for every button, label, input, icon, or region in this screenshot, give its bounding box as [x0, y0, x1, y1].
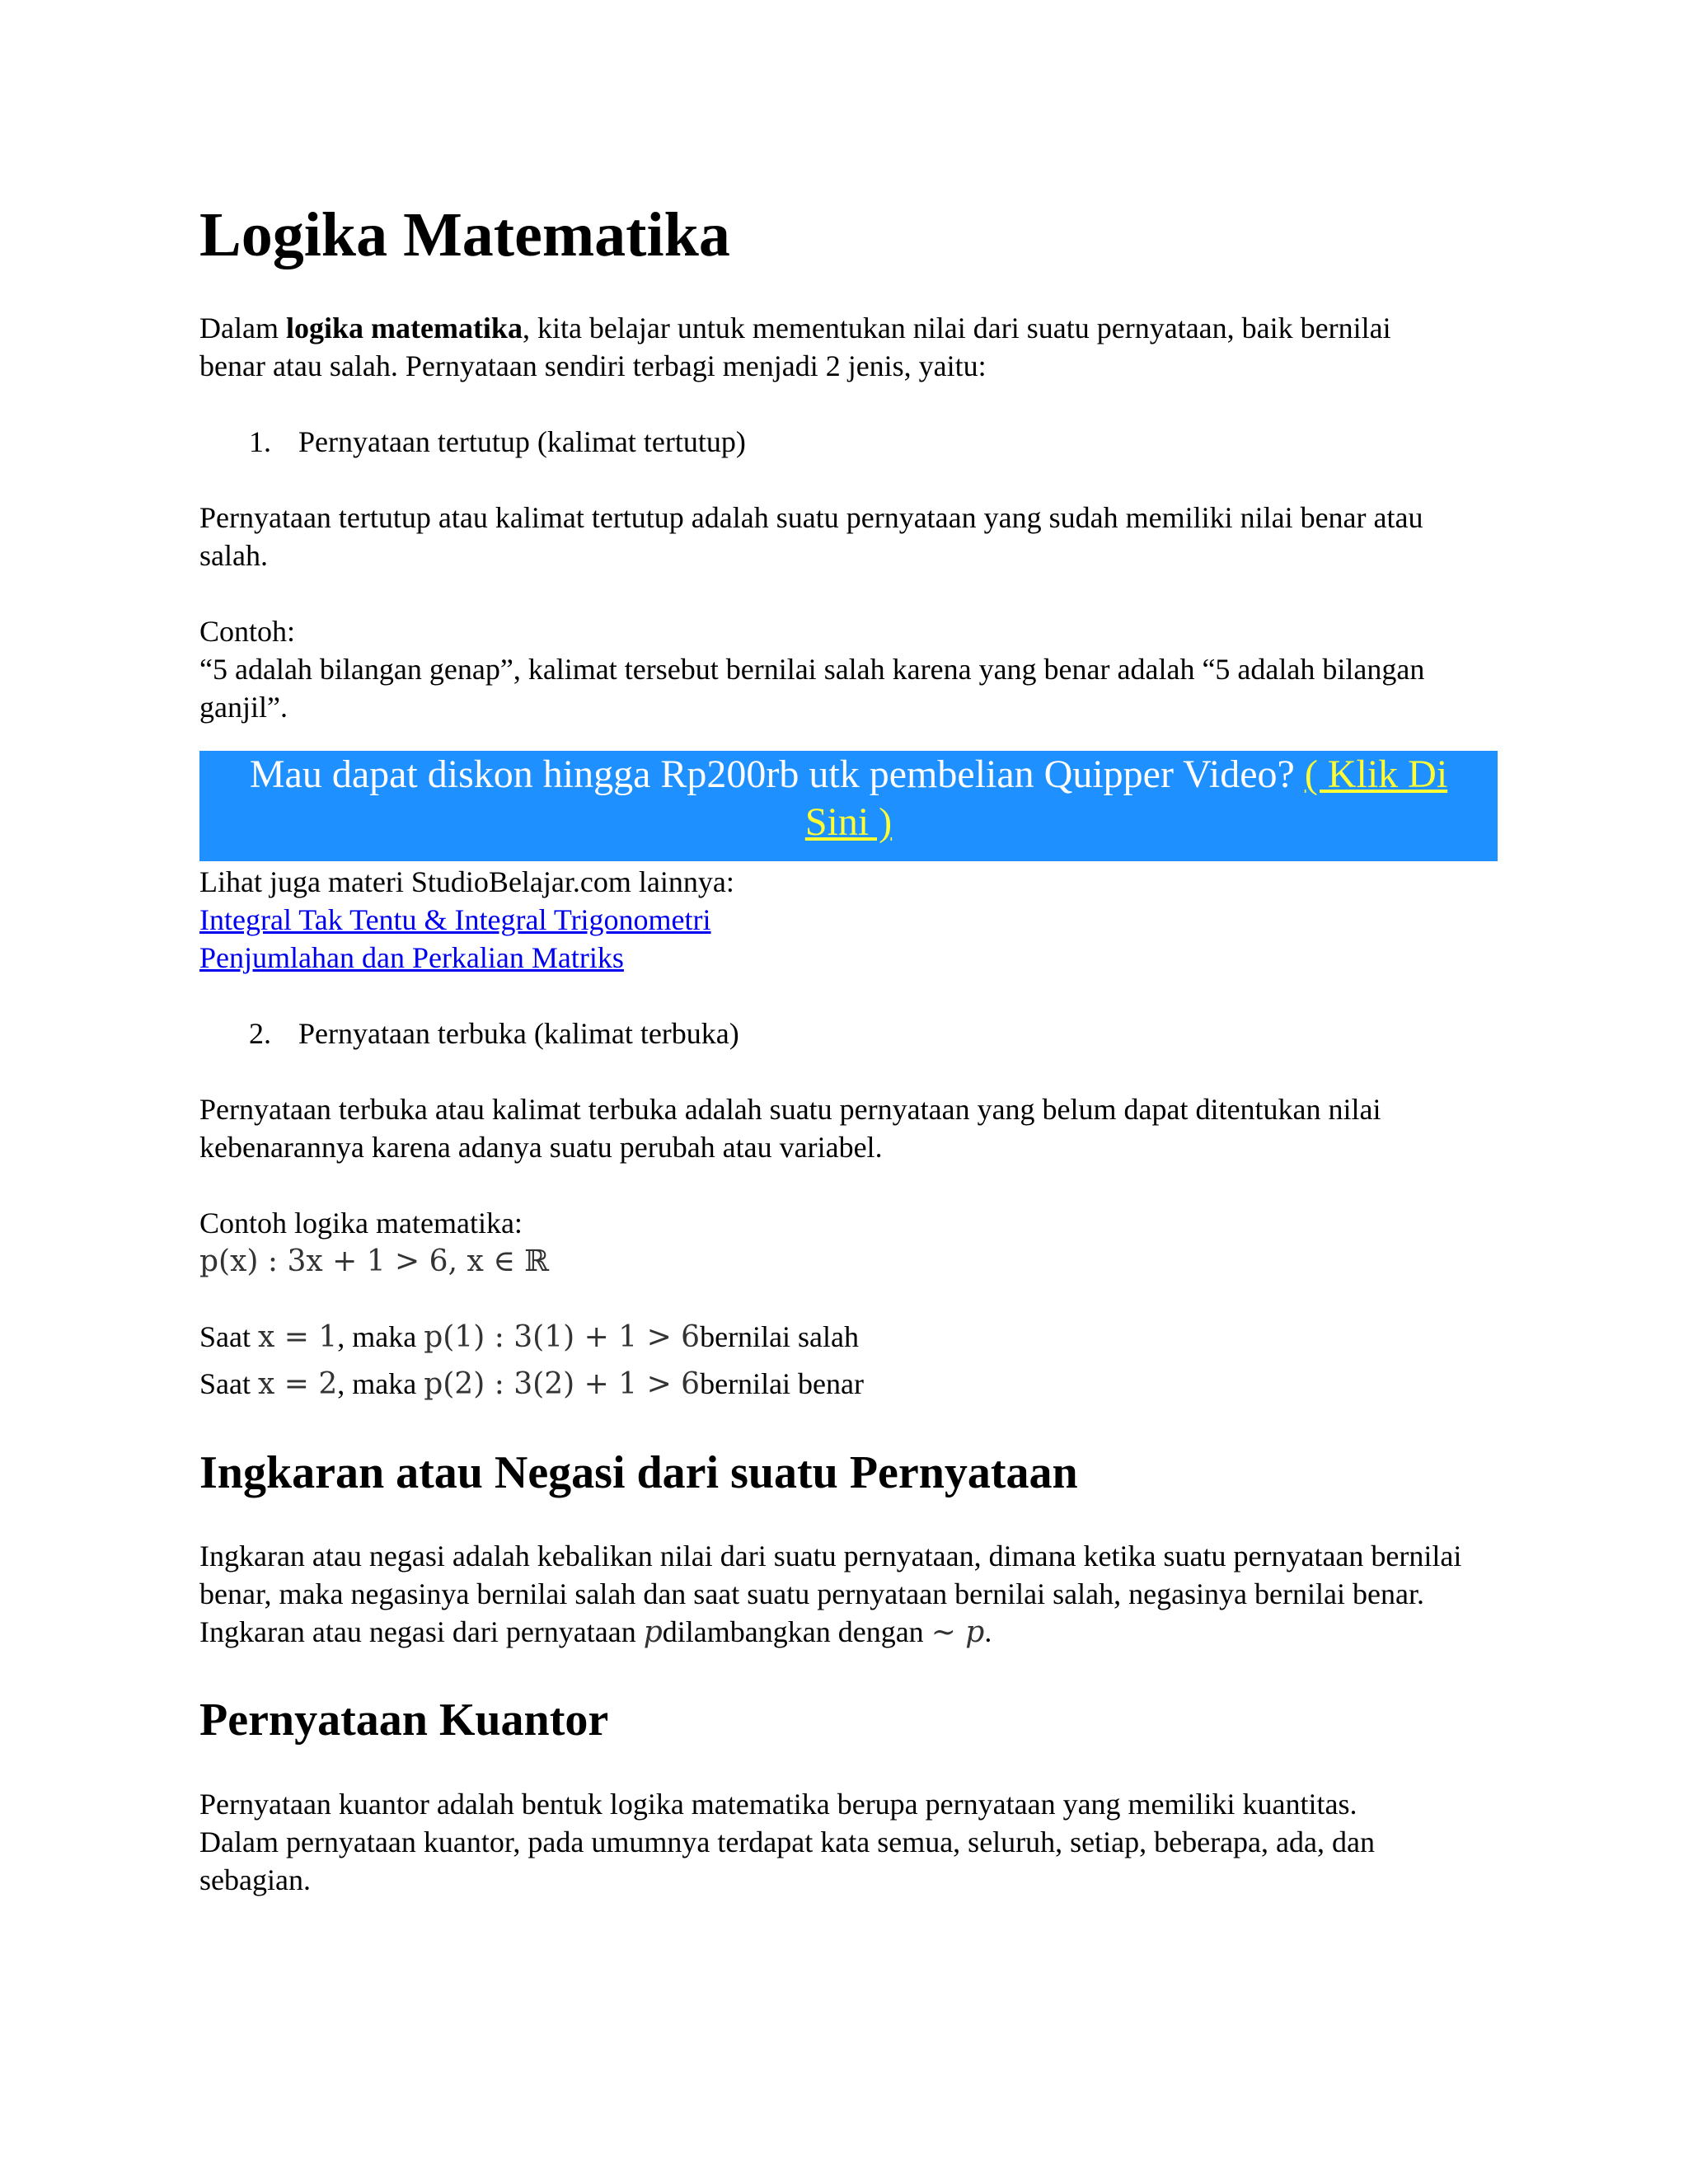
- see-also-link-2-row: [199, 939, 1502, 977]
- open-example-label: Contoh logika matematika:: [199, 1207, 523, 1240]
- intro-bold-term: logika matematika: [285, 312, 523, 345]
- intro-text-a: Dalam: [199, 312, 286, 345]
- see-also-link-1[interactable]: Integral Tak Tentu & Integral Trigonometri: [199, 903, 711, 937]
- case-result: bernilai benar: [700, 1367, 864, 1401]
- list-item-2: [199, 1015, 1502, 1052]
- open-case-line-1: [199, 1314, 1502, 1361]
- intro-text-b: , kita belajar untuk mementukan nilai dari suatu pernyataan, baik bernilai benar atau salah. Pernyataan sendiri terbagi menjadi 2 jenis, yaitu:: [199, 312, 1391, 383]
- case-result: bernilai salah: [700, 1320, 860, 1354]
- closed-example-label: Contoh:: [199, 615, 296, 649]
- list-number: 2.: [249, 1017, 271, 1051]
- quantifier-heading: Pernyataan Kuantor: [199, 1694, 609, 1746]
- closed-example-text: “5 adalah bilangan genap”, kalimat tersebut bernilai salah karena yang benar adalah “5 adalah bilangan ganjil”.: [199, 653, 1425, 724]
- promo-banner: [199, 751, 1498, 861]
- promo-banner-text: Mau dapat diskon hingga Rp200rb utk pembelian Quipper Video?: [249, 752, 1305, 797]
- case-math-x: x = 2: [257, 1367, 338, 1402]
- list-item-text: Pernyataan tertutup (kalimat tertutup): [298, 425, 746, 459]
- case-text: , maka: [337, 1320, 424, 1354]
- see-also-link-2[interactable]: Penjumlahan dan Perkalian Matriks: [199, 941, 624, 975]
- page-title: Logika Matematika: [199, 200, 730, 269]
- case-math-x: x = 1: [257, 1320, 338, 1355]
- negation-heading: Ingkaran atau Negasi dari suatu Pernyataan: [199, 1447, 1078, 1499]
- negation-text-a: Ingkaran atau negasi adalah kebalikan nilai dari suatu pernyataan, dimana ketika suatu pernyataan bernilai benar, maka negasinya bernilai salah dan saat suatu pernyataan bernilai salah, negasinya bernilai benar. Ingkaran atau negasi dari pernyataan: [199, 1540, 1462, 1649]
- see-also-label: Lihat juga materi StudioBelajar.com lainnya:: [199, 865, 734, 899]
- case-math-p: p(1) : 3(1) + 1 > 6: [424, 1320, 701, 1355]
- document-content: [199, 198, 1502, 1899]
- case-text: , maka: [337, 1367, 424, 1401]
- closed-statement-desc: Pernyataan tertutup atau kalimat tertutup adalah suatu pernyataan yang sudah memiliki nilai benar atau salah.: [199, 501, 1423, 573]
- list-item-1: [199, 423, 1502, 461]
- negation-paragraph: [199, 1537, 1502, 1652]
- negation-text-b: dilambangkan dengan: [662, 1615, 931, 1649]
- formula-math: p(x) : 3x + 1 > 6, x ∈ ℝ: [199, 1244, 550, 1279]
- case-math-p: p(2) : 3(2) + 1 > 6: [424, 1367, 701, 1402]
- open-statement-desc: Pernyataan terbuka atau kalimat terbuka adalah suatu pernyataan yang belum dapat ditentukan nilai kebenarannya karena adanya suatu perubah atau variabel.: [199, 1093, 1381, 1165]
- open-example-formula: [199, 1242, 1502, 1281]
- case-text: Saat: [199, 1367, 258, 1401]
- case-text: Saat: [199, 1320, 258, 1354]
- see-also-link-1-row: [199, 901, 1502, 939]
- negation-text-c: .: [984, 1615, 992, 1649]
- negation-math-p: p: [643, 1615, 663, 1650]
- negation-math-notp: ~ p: [931, 1615, 985, 1650]
- open-case-line-2: [199, 1361, 1502, 1408]
- list-number: 1.: [249, 425, 271, 459]
- intro-paragraph: [199, 309, 1428, 385]
- promo-banner-link[interactable]: ( Klik Di Sini ): [804, 752, 1448, 845]
- list-item-text: Pernyataan terbuka (kalimat terbuka): [298, 1017, 739, 1051]
- quantifier-paragraph: Pernyataan kuantor adalah bentuk logika matematika berupa pernyataan yang memiliki kuantitas. Dalam pernyataan kuantor, pada umumnya terdapat kata semua, seluruh, setiap, beberapa, ada, dan sebagian.: [199, 1787, 1375, 1896]
